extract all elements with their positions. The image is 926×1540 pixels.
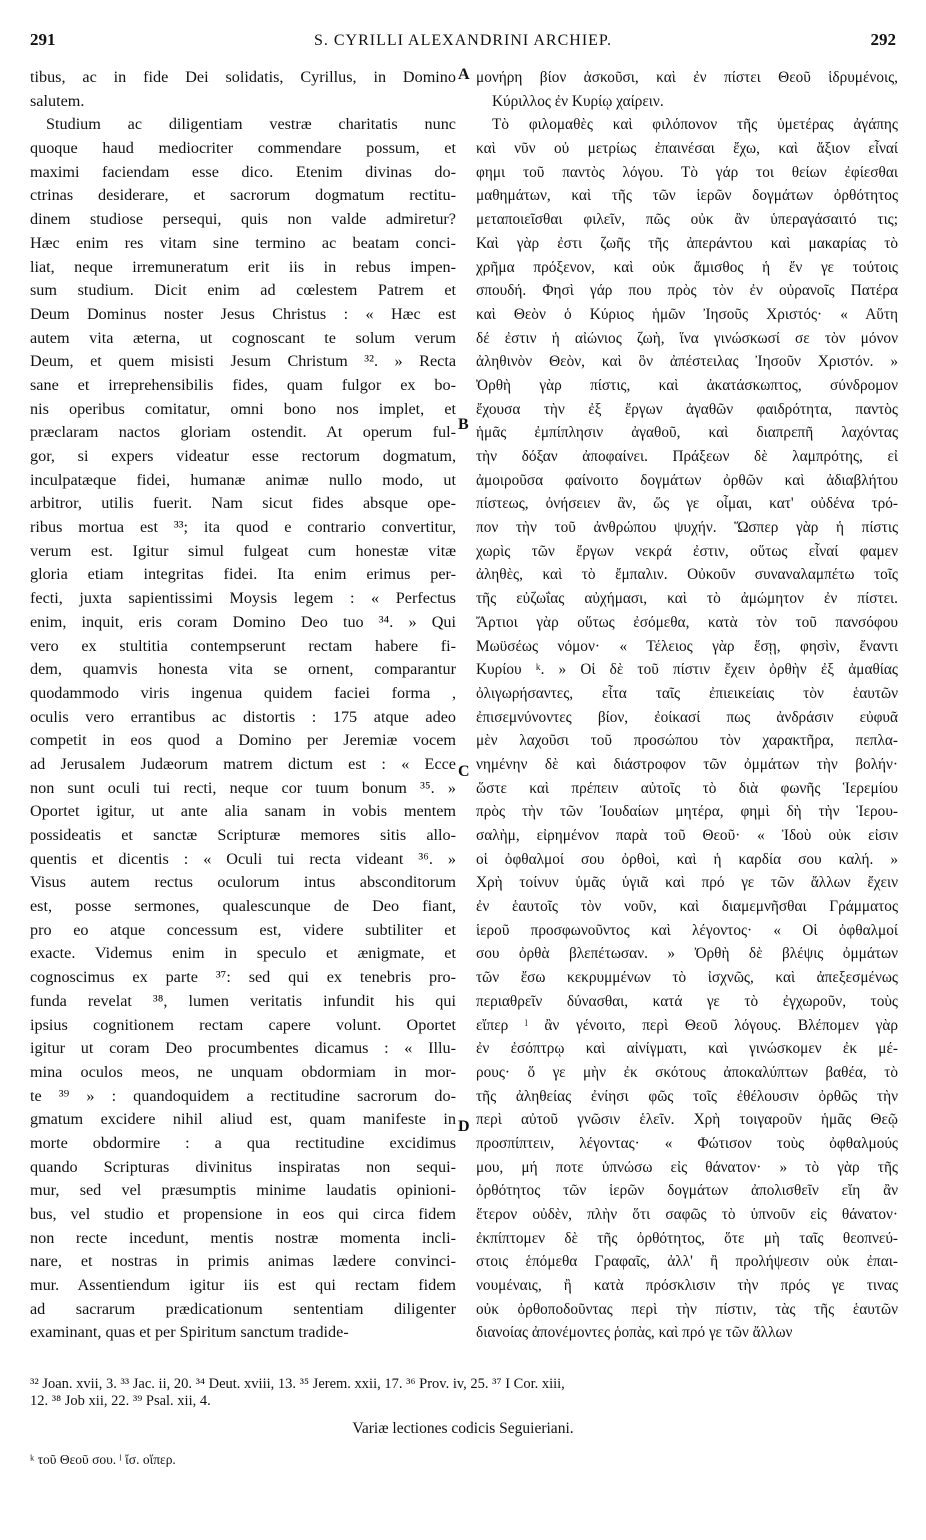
latin-column <box>30 66 456 1345</box>
text-line: quando Scripturas divinitus inspiratas non sequi- <box>30 1157 456 1176</box>
text-line: Κυρίου ᵏ. » Οἱ δὲ τοῦ πίστιν ἔχειν ὀρθὴν ἐξ ἀμαθίας <box>476 661 898 679</box>
text-line: νουμέναις, ἢ κατὰ πρόσκλισιν τὴν πρός γε τινας <box>476 1277 898 1295</box>
text-line: salutem. <box>30 91 85 110</box>
text-line: præclaram nactos gloriam ostendit. At operum ful- <box>30 423 456 442</box>
text-line: ἐκπίπτομεν δὲ τῆς ὀρθότητος, ὅτε μὴ ταῖς θεοπνεύ- <box>476 1229 898 1247</box>
text-line: οἱ ὀφθαλμοί σου ὀρθοὶ, καὶ ἡ καρδία σου καλή. » <box>476 850 898 868</box>
text-line: non recte incedunt, mentis nostræ momenta incli- <box>30 1228 456 1247</box>
text-line: Oportet igitur, ut ante alia sanam in vobis mentem <box>30 802 456 821</box>
text-line: oculis vero errantibus ac distortis : 175 atque adeo <box>30 707 456 726</box>
text-line: τῶν ἔσω κεκρυμμένων τὸ ἰσχνῶς, καὶ ἀπεξεσμένως <box>476 969 898 987</box>
text-line: liat, neque irremuneratum erit iis in rebus impen- <box>30 257 456 276</box>
text-line: μονήρη βίον ἀσκοῦσι, καὶ ἐν πίστει Θεοῦ ἱδρυμένοις, <box>476 69 898 86</box>
text-line: nis operibus comitatur, omni bono nos implet, et <box>30 399 456 418</box>
text-line: examinant, quas et per Spiritum sanctum tradide- <box>30 1323 349 1342</box>
text-line: Μωϋσέως νόμον· « Τέλειος γὰρ ἔσῃ, φησὶν, ἔναντι <box>476 637 898 655</box>
text-line: autem vita æterna, ut cognoscant te solum verum <box>30 328 456 347</box>
text-line: quodammodo viris ingenua quidem faciei forma , <box>30 683 456 702</box>
footnote-line: ³² Joan. xvii, 3. ³³ Jac. ii, 20. ³⁴ Deut. xviii, 13. ³⁵ Jerem. xxii, 17. ³⁶ Prov. iv, 25. ³⁷ I Cor. xiii, <box>30 1376 565 1392</box>
text-line: nare, et nostras in primis animas lædere convinci- <box>30 1252 456 1271</box>
text-line: mur. Assentiendum igitur iis est qui rectam fidem <box>30 1276 456 1295</box>
text-line: ipsius cognitionem rectam capere volunt. Oportet <box>30 1015 456 1034</box>
text-line: ὀρθότητος τῶν ἱερῶν δογμάτων ἀπολισθεῖν εἴη ἂν <box>476 1182 898 1200</box>
text-line: στοις ἑπόμεθα Γραφαῖς, ἀλλ' ἢ προλήψεσιν οὐκ ἐπαι- <box>476 1253 898 1271</box>
text-line: dinem studiose persequi, quis non valde admiretur? <box>30 210 456 229</box>
margin-letter-a: A <box>458 66 470 83</box>
text-line: οὐκ ὀρθοποδοῦντας περὶ τὴν πίστιν, τὰς τῆς ἑαυτῶν <box>476 1300 898 1318</box>
text-line: ὀλιγωρήσαντες, εἶτα ταῖς ἐπιεικείαις τὸν ἑαυτῶν <box>476 684 898 702</box>
running-title: S. CYRILLI ALEXANDRINI ARCHIEP. <box>313 32 613 49</box>
text-line: σαλὴμ, εἰρημένον παρὰ τοῦ Θεοῦ· « Ἰδοὺ οὐκ εἰσιν <box>476 827 898 844</box>
text-line: Καὶ γὰρ ἐστι ζωῆς τῆς ἀπεράντου καὶ μακαρίας τὸ <box>476 234 898 252</box>
text-line: ἡμᾶς ἐμπίπλησιν ἀγαθοῦ, καὶ διαπρεπῆ λαχόντας <box>476 424 898 442</box>
text-line: ἀμοιροῦσα φαίνοιτο δογμάτων ὀρθῶν καὶ ἀδιαβλήτου <box>476 471 898 489</box>
text-line: ἐπισεμνύνοντες βίον, ἐοίκασί πως ἀνδράσιν εὐφυᾶ <box>476 708 898 726</box>
text-line: est, posse sermones, qualescunque de Deo fiant, <box>30 897 456 916</box>
text-line: maximi faciendam esse dico. Etenim divinas do- <box>30 162 456 181</box>
text-line: te ³⁹ » : quandoquidem a rectitudine sacrorum do- <box>30 1086 456 1105</box>
text-line: ἱεροῦ προσφωνοῦντος καὶ λέγοντος· « Οἱ ὀφθαλμοί <box>476 921 898 939</box>
text-line: Deum, et quem misisti Jesum Christum ³². » Recta <box>30 352 456 371</box>
text-line: νημένην δὲ καὶ διάστροφον τῶν ὀμμάτων τὴν βολήν· <box>476 755 898 773</box>
page-header <box>30 30 896 56</box>
text-line: τὴν δόξαν ἀποφαίνει. Πράξεων δὲ λαμπρότης, εἰ <box>476 448 898 465</box>
text-line: quentis et dicentis : « Oculi tui recta videant ³⁶. » <box>30 849 456 868</box>
page-number-right: 292 <box>870 30 896 49</box>
text-line: μεταποιεῖσθαι φιλεῖν, πῶς οὐκ ἂν ὑπεραγάσαιτό τις; <box>476 211 898 229</box>
text-line: ρους· ὅ γε μὴν ἐκ σκότους ἀποκαλύπτων βαθέα, τὸ <box>476 1063 898 1081</box>
text-line: igitur ut coram Deo procumbentes dicamus : « Illu- <box>30 1039 456 1058</box>
text-line: Deum Dominus noster Jesus Christus : « Hæc est <box>30 304 456 323</box>
text-line: gmatum excidere nihil aliud est, quam manifeste in <box>30 1110 456 1129</box>
variae-title: Variæ lectiones codicis Seguieriani. <box>352 1420 574 1437</box>
text-line: ἀληθινὸν Θεὸν, καὶ ὃν ἀπέστειλας Ἰησοῦν Χριστόν. » <box>476 353 898 371</box>
margin-letter-c: C <box>458 763 470 780</box>
text-line: πον τὴν τοῦ ἀνθρώπου ψυχήν. Ὥσπερ γὰρ ἡ πίστις <box>476 519 898 537</box>
text-line: Ὀρθὴ γὰρ πίστις, καὶ ἀκατάσκωπτος, σύνδρομον <box>476 376 898 394</box>
text-line: gloria etiam integritas fidei. Ita enim erimus per- <box>30 565 456 584</box>
text-line: εἴπερ ˡ ἂν γένοιτο, περὶ Θεοῦ λόγους. Βλέπομεν γὰρ <box>476 1016 898 1034</box>
text-line: περιαθρεῖν δύνασθαι, κατά γε τὸ ἐγχωροῦν, τοὺς <box>476 992 898 1010</box>
variae-note: ᵏ τοῦ Θεοῦ σου. ˡ ἴσ. οἵπερ. <box>30 1452 176 1467</box>
text-line: enim, inquit, eris coram Domino Deo tuo ³⁴. » Qui <box>30 612 456 631</box>
text-line: ἀληθὲς, καὶ τὸ ἔμπαλιν. Οὐκοῦν συναναλαμπέτω τοῖς <box>476 566 898 584</box>
text-line: mina oculos meos, ne unquam obdormiam in mor- <box>30 1062 456 1081</box>
text-line: vero ex stultitia contempserunt rectam habere fi- <box>30 636 456 655</box>
text-line: χρῆμα πρόξενον, καὶ οὐκ ἄμισθος ἡ ἔν γε τούτοις <box>476 258 898 276</box>
text-line: mur, sed vel præsumptis minime laudatis opinioni- <box>30 1181 456 1200</box>
text-line: Visus autem rectus oculorum intus absconditorum <box>30 873 456 892</box>
text-line: φημι τοῦ παντὸς λόγου. Τὸ γάρ τοι θείων ἐφίεσθαι <box>476 163 898 181</box>
text-line: funda revelat ³⁸, lumen veritatis infundit his qui <box>30 991 456 1010</box>
text-line: ad Jerusalem Judæorum matrem dictum est : « Ecce <box>30 754 456 773</box>
text-line: ὥστε καὶ πρέπειν αὐτοῖς τὸ διὰ φωνῆς Ἱερεμίου <box>476 779 898 797</box>
text-line: verum est. Igitur simul fulgeat cum honestæ vitæ <box>30 541 456 560</box>
text-line: arbitror, utilis fuerit. Nam sicut fides absque ope- <box>30 494 456 513</box>
text-line: καὶ Θεὸν ὁ Κύριος ἡμῶν Ἰησοῦς Χριστός· « Αὕτη <box>476 305 898 323</box>
text-line: inculpatæque fidei, humanæ animæ nullo modo, ut <box>30 470 456 489</box>
text-line: bus, vel studio et propensione in eos qui circa fidem <box>30 1205 456 1223</box>
text-line: διανοίας ἀπονέμοντες ῥοπὰς, καὶ πρό γε τῶν ἄλλων <box>476 1324 793 1342</box>
text-line: Τὸ φιλομαθὲς καὶ φιλόπονον τῆς ὑμετέρας ἀγάπης <box>492 116 898 134</box>
text-line: quoque haud mediocriter commendare possum, et <box>30 139 456 158</box>
text-line: περὶ αὐτοῦ γνῶσιν ἑλεῖν. Χρὴ τοιγαροῦν ἡμᾶς Θεῷ <box>476 1111 898 1129</box>
text-line: ribus mortua est ³³; ita quod e contrario convertitur, <box>30 518 456 537</box>
text-line: πρὸς τὴν τῶν Ἰουδαίων μητέρα, φημὶ δὴ τὴν Ἱερου- <box>476 803 898 821</box>
text-line: μὲν λαχοῦσι τοῦ προσώπου τὸν χαρακτῆρα, πεπλα- <box>476 732 898 750</box>
text-line: Studium ac diligentiam vestræ charitatis nunc <box>46 115 456 134</box>
text-line: τῆς ἀληθείας ἐνίησι φῶς τοῖς ἐθέλουσιν ὀρθῶς τὴν <box>476 1087 898 1105</box>
text-line: σου ὀρθὰ βλεπέτωσαν. » Ὀρθὴ δὲ βλέψις ὀμμάτων <box>476 945 898 963</box>
text-line: χωρὶς τῶν ἔργων νεκρά ἐστιν, οὕτως εἶναί φαμεν <box>476 542 898 560</box>
text-line: cognoscimus ex parte ³⁷: sed qui ex tenebris pro- <box>30 968 456 987</box>
greek-column <box>476 66 898 1345</box>
text-line: μαθημάτων, καὶ τῆς τῶν ἱερῶν δογμάτων ὀρθότητος <box>476 187 898 205</box>
text-line: competit in eos quod a Domino per Jeremiæ vocem <box>30 731 456 750</box>
text-line: tibus, ac in fide Dei solidatis, Cyrillus, in Domino <box>30 68 456 86</box>
page-number-left: 291 <box>30 30 56 49</box>
text-line: σπουδή. Φησὶ γάρ που πρὸς τὸν ἐν οὐρανοῖς Πατέρα <box>476 282 898 300</box>
text-line: fecti, juxta sapientissimi Moysis legem : « Perfectus <box>30 589 456 608</box>
text-line: possideatis et sanctæ Scripturæ memores sitis allo- <box>30 826 456 844</box>
text-line: exacte. Videmus enim in speculo et ænigmate, et <box>30 944 456 963</box>
text-line: δέ ἐστιν ἡ αἰώνιος ζωὴ, ἵνα γινώσκωσί σε τὸν μόνον <box>476 329 898 347</box>
text-line: ἐν ἑαυτοῖς τὸν νοῦν, καὶ διαμεμνῆσθαι Γράμματος <box>476 898 898 916</box>
text-line: ἐν ἐσόπτρῳ καὶ αἰνίγματι, καὶ γινώσκομεν ἐκ μέ- <box>476 1040 898 1058</box>
text-line: Ἄρτιοι γὰρ οὕτως ἐσόμεθα, κατὰ τὸν τοῦ πανσόφου <box>476 613 898 631</box>
text-line: dem, quamvis honesta vita se ornent, comparantur <box>30 660 456 679</box>
text-line: καὶ νῦν οὐ μετρίως ἐπαινέσαι ἔχω, καὶ ἄξιον εἶναί <box>476 140 898 158</box>
footnote-line: 12. ³⁸ Job xii, 22. ³⁹ Psal. xii, 4. <box>30 1393 211 1409</box>
text-line: pro eo atque concessum est, videre subtiliter et <box>30 920 456 939</box>
text-line: πίστεως, ὀνήσειεν ἂν, ὥς γε οἶμαι, κατ' οὐδένα τρό- <box>476 495 898 513</box>
margin-letter-d: D <box>458 1118 470 1135</box>
text-line: sane et irreprehensibilis fides, quam fulgor ex bo- <box>30 375 456 394</box>
text-line: ctrinas desiderare, et sacrorum dogmatum rectitu- <box>30 186 456 205</box>
text-line: sum studium. Dicit enim ad cœlestem Patrem et <box>30 281 456 300</box>
text-line: προσπίπτειν, λέγοντας· « Φώτισον τοὺς ὀφθαλμούς <box>476 1134 898 1152</box>
text-line: ἔχουσα τὴν ἐξ ἔργων ἀγαθῶν φαιδρότητα, παντὸς <box>476 400 898 418</box>
text-line: morte obdormire : a qua rectitudine excidimus <box>30 1133 456 1152</box>
text-line: ad sacrarum prædicationum sententiam diligenter <box>30 1299 456 1318</box>
text-line: gor, si expers videatur esse rectorum dogmatum, <box>30 447 456 465</box>
text-line: non sunt oculi tui recti, neque cor tuum bonum ³⁵. » <box>30 778 456 797</box>
text-line: ἕτερον οὐδὲν, πλὴν ὅτι σαφῶς τὸ ὑπνοῦν εἰς θάνατον· <box>476 1206 898 1223</box>
text-line: μου, μή ποτε ὑπνώσω εἰς θάνατον· » τὸ γὰρ τῆς <box>476 1158 898 1176</box>
margin-letter-b: B <box>458 416 469 433</box>
text-line: Χρὴ τοίνυν ὑμᾶς ὑγιᾶ καὶ πρό γε τῶν ἄλλων ἔχειν <box>476 874 898 892</box>
text-line: Hæc enim res vitam sine termino ac beatam conci- <box>30 233 456 252</box>
footnotes <box>30 1376 896 1410</box>
text-line: τῆς εὐζωΐας αὐχήμασι, καὶ τὸ ἀμώμητον ἐν πίστει. <box>476 590 898 608</box>
text-line: Κύριλλος ἐν Κυρίῳ χαίρειν. <box>492 92 664 110</box>
